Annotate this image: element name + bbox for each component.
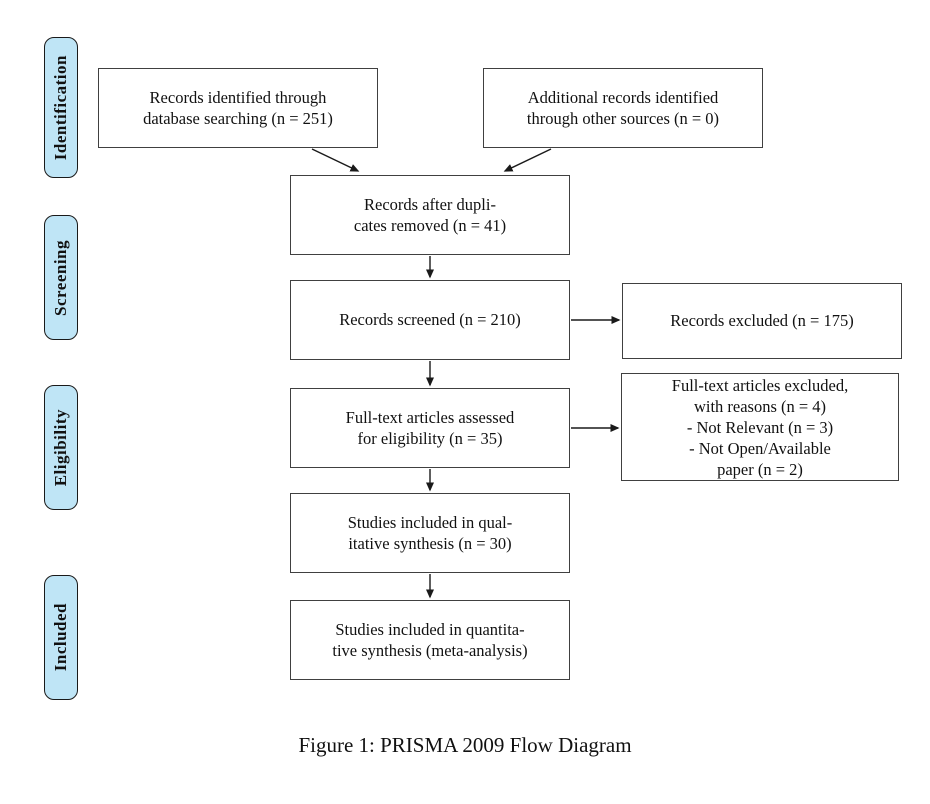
box-fulltext-assessed-line2: for eligibility (n = 35) xyxy=(357,429,503,448)
box-fulltext-excluded xyxy=(621,373,899,481)
stage-screening xyxy=(44,215,78,340)
box-fulltext-excluded-line3: - Not Relevant (n = 3) xyxy=(686,417,834,437)
stage-eligibility xyxy=(44,385,78,510)
box-duplicates-removed xyxy=(290,175,570,255)
box-quantitative-synthesis-line2: tive synthesis (meta-analysis) xyxy=(332,641,528,660)
box-additional-records-line1: Additional records identified xyxy=(527,87,719,107)
box-fulltext-excluded-line2: with reasons (n = 4) xyxy=(693,396,827,416)
stage-identification xyxy=(44,37,78,178)
stage-screening-label: Screening xyxy=(51,239,70,316)
box-fulltext-assessed xyxy=(290,388,570,468)
stage-identification-label: Identification xyxy=(51,54,70,161)
stage-included-label: Included xyxy=(51,603,70,672)
box-duplicates-removed-line2: cates removed (n = 41) xyxy=(353,216,507,235)
box-fulltext-excluded-line5: paper (n = 2) xyxy=(717,459,803,479)
box-qualitative-synthesis-line2: itative synthesis (n = 30) xyxy=(348,534,512,553)
arrow-identified-to-duplicates xyxy=(312,149,358,171)
figure-caption: Figure 1: PRISMA 2009 Flow Diagram xyxy=(298,733,632,757)
box-records-excluded xyxy=(622,283,902,359)
box-qualitative-synthesis xyxy=(290,493,570,573)
box-records-identified-line2: database searching (n = 251) xyxy=(143,109,333,128)
box-records-excluded-line1: Records excluded (n = 175) xyxy=(670,311,854,331)
box-records-identified xyxy=(98,68,378,148)
box-records-identified-line1: Records identified through xyxy=(149,87,327,107)
box-qualitative-synthesis-line1: Studies included in qual- xyxy=(347,512,513,532)
box-additional-records xyxy=(483,68,763,148)
arrow-additional-to-duplicates xyxy=(505,149,551,171)
stage-eligibility-label: Eligibility xyxy=(51,408,70,487)
box-records-screened xyxy=(290,280,570,360)
box-additional-records-line2: through other sources (n = 0) xyxy=(526,109,720,128)
box-duplicates-removed-line1: Records after dupli- xyxy=(364,194,496,214)
box-quantitative-synthesis-line1: Studies included in quantita- xyxy=(335,619,525,639)
box-fulltext-assessed-line1: Full-text articles assessed xyxy=(345,407,515,427)
box-fulltext-excluded-line4: - Not Open/Available xyxy=(689,438,831,458)
box-records-screened-line1: Records screened (n = 210) xyxy=(339,310,521,330)
box-fulltext-excluded-line1: Full-text articles excluded, xyxy=(671,375,849,395)
stage-included xyxy=(44,575,78,700)
box-quantitative-synthesis xyxy=(290,600,570,680)
